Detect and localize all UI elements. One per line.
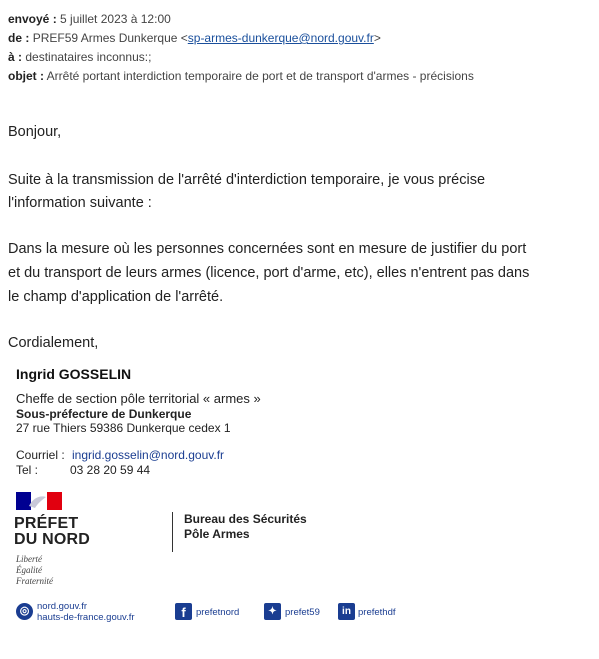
prefet-line-2: DU NORD — [14, 531, 91, 548]
globe-icon: ◎ — [16, 603, 33, 620]
tel-value: 03 28 20 59 44 — [70, 463, 151, 477]
subject-row — [8, 68, 474, 84]
site-link-hdf[interactable]: hauts-de-france.gouv.fr — [37, 612, 135, 623]
linkedin-icon[interactable]: in — [338, 603, 355, 620]
closing: Cordialement, — [8, 335, 99, 351]
bureau-block — [184, 512, 307, 542]
from-label: de : — [8, 31, 30, 45]
signature-mail-row — [16, 448, 224, 462]
greeting: Bonjour, — [8, 124, 62, 140]
devise-fraternite: Fraternité — [16, 576, 53, 586]
from-name: PREF59 Armes Dunkerque < — [32, 31, 188, 45]
marianne-flag-icon — [16, 492, 62, 510]
site-link-nord[interactable]: nord.gouv.fr — [37, 601, 87, 612]
paragraph-2-line-1: Dans la mesure où les personnes concernées sont en mesure de justifier du port — [8, 241, 527, 257]
devise-egalite: Égalité — [16, 565, 42, 575]
devise-liberte: Liberté — [16, 554, 42, 564]
mail-label: Courriel : — [16, 448, 65, 462]
subject-label: objet : — [8, 69, 44, 83]
twitter-link[interactable]: prefet59 — [285, 607, 320, 618]
to-value: destinataires inconnus:; — [25, 50, 152, 64]
divider — [172, 512, 173, 552]
prefet-line-1: PRÉFET — [14, 515, 79, 532]
to-label: à : — [8, 50, 23, 64]
from-email-link[interactable]: sp-armes-dunkerque@nord.gouv.fr — [187, 31, 374, 45]
sent-value: 5 juillet 2023 à 12:00 — [60, 12, 171, 26]
to-row — [8, 49, 151, 65]
paragraph-1-line-1: Suite à la transmission de l'arrêté d'interdiction temporaire, je vous précise — [8, 172, 486, 188]
facebook-icon[interactable]: f — [175, 603, 192, 620]
office-label: Sous-préfecture de Dunkerque — [16, 407, 192, 421]
prefet-logo — [14, 488, 114, 592]
signature-tel-row — [16, 463, 150, 477]
signature-role: Cheffe de section pôle territorial « armes » — [16, 391, 261, 406]
signature-office — [16, 407, 191, 421]
prefet-title — [14, 516, 90, 548]
bureau-line-2: Pôle Armes — [184, 527, 250, 541]
paragraph-1-line-2: l'information suivante : — [8, 195, 152, 211]
signature-name: Ingrid GOSSELIN — [16, 366, 132, 382]
subject-value: Arrêté portant interdiction temporaire de port et de transport d'armes - précisions — [46, 69, 474, 83]
paragraph-2-line-3: le champ d'application de l'arrêté. — [8, 289, 224, 305]
paragraph-2-line-2: et du transport de leurs armes (licence, port d'arme, etc), elles n'entrent pas dans — [8, 265, 530, 281]
from-row — [8, 30, 381, 46]
sent-row — [8, 11, 171, 27]
devise — [16, 554, 53, 587]
sent-label: envoyé : — [8, 12, 57, 26]
tel-label: Tel : — [16, 463, 39, 477]
bureau-line-1: Bureau des Sécurités — [184, 512, 307, 526]
linkedin-link[interactable]: prefethdf — [358, 607, 396, 618]
mail-link[interactable]: ingrid.gosselin@nord.gouv.fr — [72, 448, 225, 462]
signature-address: 27 rue Thiers 59386 Dunkerque cedex 1 — [16, 421, 231, 435]
from-close: > — [373, 31, 381, 45]
twitter-icon[interactable]: ✦ — [264, 603, 281, 620]
facebook-link[interactable]: prefetnord — [196, 607, 240, 618]
